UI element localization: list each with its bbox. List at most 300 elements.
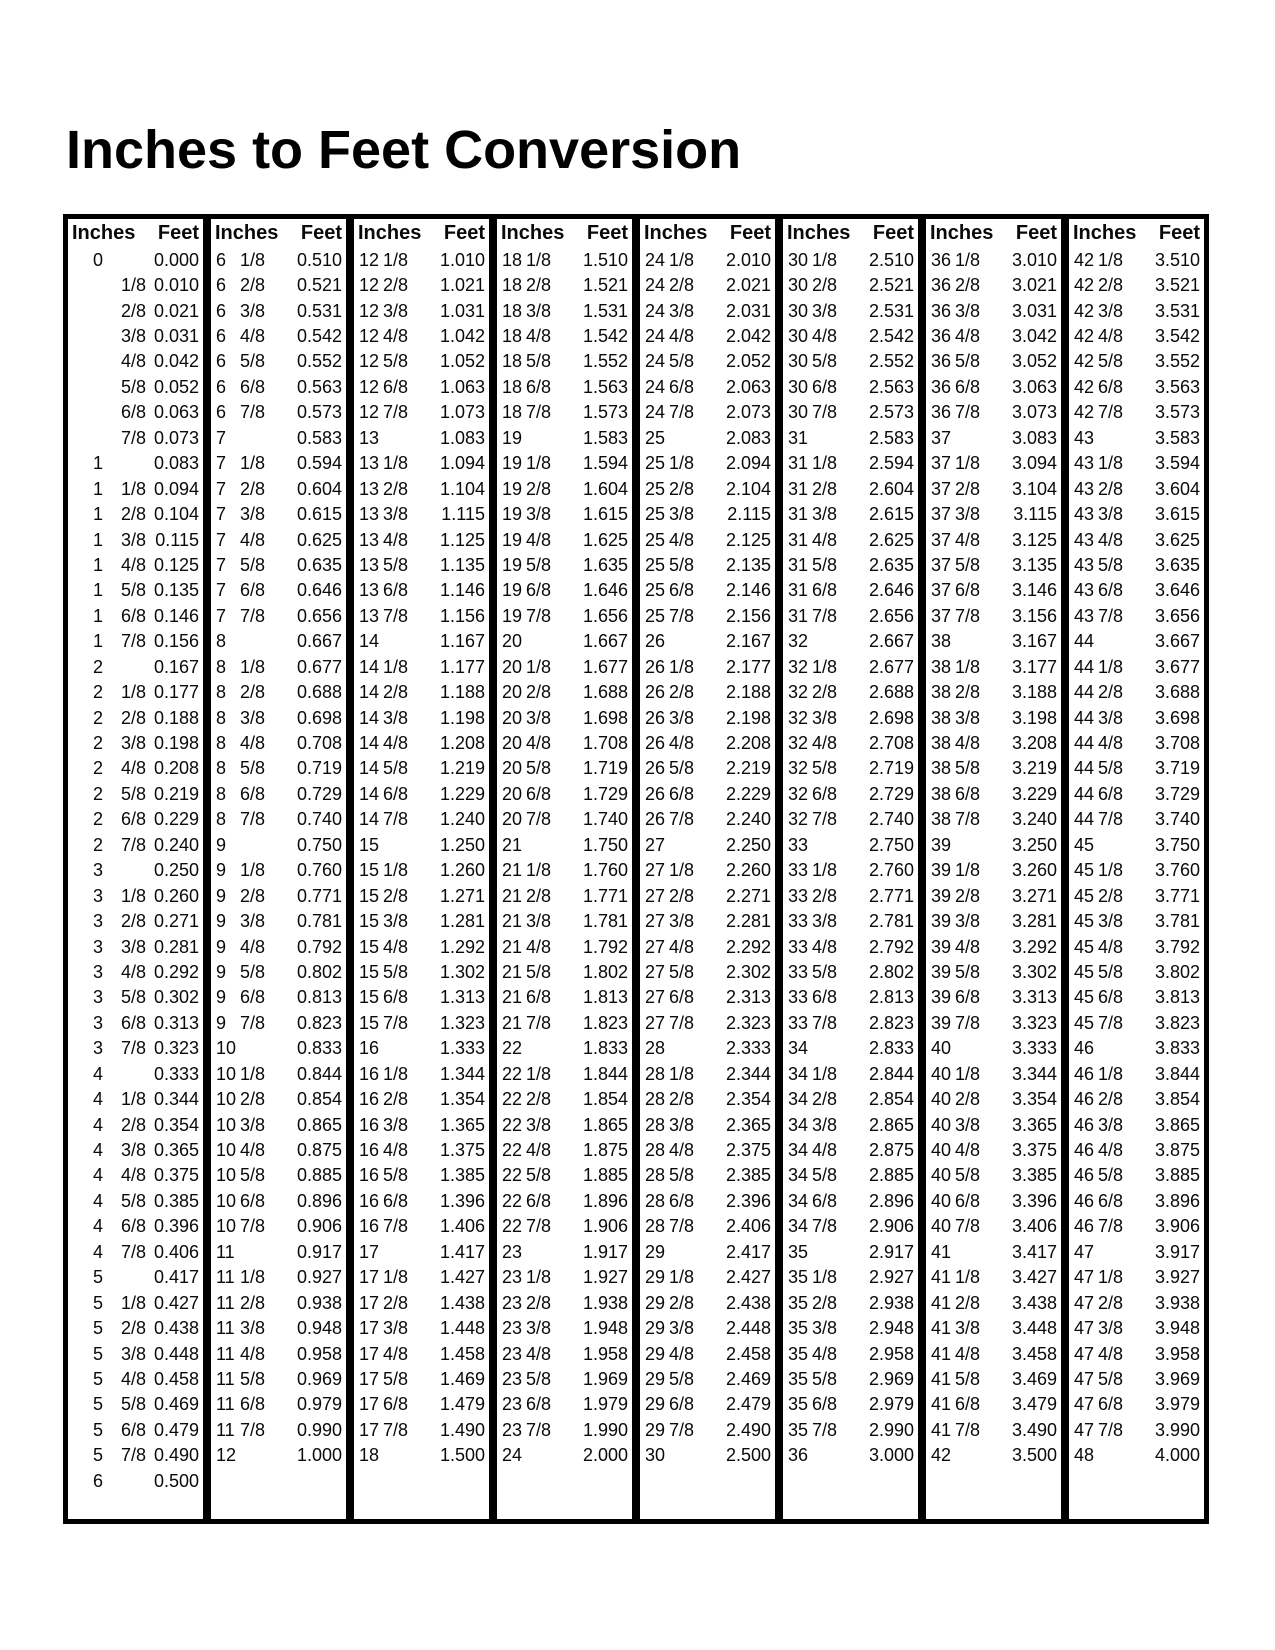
table-row [68, 807, 203, 832]
inches-fraction: 6/8 [669, 1394, 695, 1415]
feet-value: 1.969 [582, 1368, 628, 1389]
inches-integer: 9 [216, 911, 227, 932]
feet-value: 0.698 [296, 707, 342, 728]
table-row [783, 908, 918, 933]
table-row [783, 1086, 918, 1111]
feet-value: 3.719 [1154, 758, 1200, 779]
inches-fraction: 2/8 [1098, 1292, 1124, 1313]
inches-integer: 35 [788, 1394, 809, 1415]
table-row [640, 781, 775, 806]
feet-value: 3.458 [1011, 1343, 1057, 1364]
feet-value: 2.260 [725, 860, 771, 881]
inches-integer: 26 [645, 733, 666, 754]
inches-integer: 41 [931, 1318, 952, 1339]
feet-value: 2.115 [727, 504, 771, 525]
table-row [926, 908, 1061, 933]
table-row [1069, 603, 1204, 628]
inches-integer: 33 [788, 911, 809, 932]
table-row [640, 603, 775, 628]
feet-value: 2.417 [725, 1241, 771, 1262]
inches-integer: 7 [216, 529, 227, 550]
inches-fraction: 1/8 [1098, 860, 1124, 881]
feet-value: 0.313 [153, 1012, 199, 1033]
feet-value: 1.688 [582, 682, 628, 703]
feet-value: 2.198 [725, 707, 771, 728]
feet-value: 1.667 [582, 631, 628, 652]
inches-fraction: 1/8 [240, 1267, 266, 1288]
inches-fraction: 3/8 [240, 300, 266, 321]
inches-integer: 26 [645, 682, 666, 703]
inches-integer: 6 [216, 249, 227, 270]
inches-fraction: 3/8 [383, 504, 409, 525]
inches-integer: 5 [93, 1292, 104, 1313]
table-row [211, 858, 346, 883]
inches-fraction: 1/8 [526, 1063, 552, 1084]
feet-value: 1.625 [582, 529, 628, 550]
inches-integer: 6 [216, 326, 227, 347]
feet-value: 1.083 [439, 427, 485, 448]
inches-integer: 45 [1074, 885, 1095, 906]
feet-value: 1.292 [439, 936, 485, 957]
table-row [354, 934, 489, 959]
inches-integer: 18 [502, 402, 523, 423]
inches-integer: 7 [216, 427, 227, 448]
table-row [354, 985, 489, 1010]
inches-fraction: 2/8 [121, 300, 147, 321]
inches-fraction: 7/8 [383, 1012, 409, 1033]
inches-fraction: 1/8 [121, 1292, 147, 1313]
inches-integer: 41 [931, 1241, 952, 1262]
feet-value: 1.615 [582, 504, 628, 525]
inches-integer: 16 [359, 1063, 380, 1084]
table-row [68, 832, 203, 857]
table-row [497, 959, 632, 984]
table-row [497, 349, 632, 374]
table-row [1069, 272, 1204, 297]
feet-value: 2.792 [868, 936, 914, 957]
table-row [354, 756, 489, 781]
table-row [926, 756, 1061, 781]
inches-integer: 12 [216, 1445, 237, 1466]
table-row [1069, 349, 1204, 374]
inches-integer: 25 [645, 554, 666, 575]
inches-integer: 32 [788, 809, 809, 830]
inches-integer: 9 [216, 834, 227, 855]
inches-header: Inches [930, 222, 994, 244]
feet-value: 1.260 [439, 860, 485, 881]
inches-fraction: 2/8 [669, 1089, 695, 1110]
inches-integer: 20 [502, 758, 523, 779]
table-row [68, 400, 203, 425]
feet-value: 0.135 [153, 580, 199, 601]
inches-fraction: 5/8 [669, 554, 695, 575]
table-row [783, 985, 918, 1010]
inches-fraction: 1/8 [121, 1089, 147, 1110]
inches-fraction: 6/8 [526, 783, 552, 804]
feet-value: 3.698 [1154, 707, 1200, 728]
table-row [640, 527, 775, 552]
feet-value: 1.604 [582, 478, 628, 499]
table-row [783, 400, 918, 425]
inches-integer: 31 [788, 554, 809, 575]
table-row [211, 1341, 346, 1366]
table-row [211, 501, 346, 526]
feet-value: 1.719 [582, 758, 628, 779]
inches-integer: 42 [1074, 351, 1095, 372]
feet-value: 2.813 [868, 987, 914, 1008]
inches-fraction: 5/8 [383, 961, 409, 982]
inches-integer: 19 [502, 554, 523, 575]
table-row [783, 832, 918, 857]
feet-value: 0.063 [153, 402, 199, 423]
table-row [1069, 908, 1204, 933]
inches-integer: 40 [931, 1038, 952, 1059]
inches-fraction: 7/8 [955, 1012, 981, 1033]
table-row [211, 1188, 346, 1213]
inches-integer: 33 [788, 961, 809, 982]
table-row [1069, 1290, 1204, 1315]
feet-value: 0.938 [296, 1292, 342, 1313]
feet-value: 1.813 [582, 987, 628, 1008]
inches-integer: 22 [502, 1165, 523, 1186]
table-row [783, 349, 918, 374]
table-row [354, 374, 489, 399]
inches-integer: 28 [645, 1038, 666, 1059]
inches-fraction: 2/8 [526, 1292, 552, 1313]
conversion-column-group-3 [350, 215, 493, 1523]
feet-value: 1.104 [439, 478, 485, 499]
inches-fraction: 5/8 [526, 1165, 552, 1186]
feet-value: 3.760 [1154, 860, 1200, 881]
table-row [783, 1239, 918, 1264]
table-row [926, 985, 1061, 1010]
feet-value: 2.521 [868, 275, 914, 296]
inches-fraction: 3/8 [121, 1343, 147, 1364]
table-row [211, 1443, 346, 1468]
inches-fraction: 7/8 [955, 605, 981, 626]
inches-fraction: 1/8 [121, 478, 147, 499]
table-row [640, 934, 775, 959]
table-row [354, 1290, 489, 1315]
inches-fraction: 3/8 [383, 707, 409, 728]
inches-integer: 39 [931, 834, 952, 855]
inches-fraction: 1/8 [955, 1063, 981, 1084]
inches-integer: 32 [788, 631, 809, 652]
inches-fraction: 6/8 [1098, 376, 1124, 397]
table-row [783, 1265, 918, 1290]
table-row [497, 603, 632, 628]
feet-value: 1.760 [582, 860, 628, 881]
table-header-row [640, 219, 775, 247]
inches-integer: 20 [502, 682, 523, 703]
inches-integer: 34 [788, 1114, 809, 1135]
feet-value: 3.469 [1011, 1368, 1057, 1389]
feet-value: 0.948 [296, 1318, 342, 1339]
table-row [354, 1036, 489, 1061]
inches-fraction: 6/8 [121, 1216, 147, 1237]
inches-fraction: 4/8 [955, 1140, 981, 1161]
table-row [783, 1341, 918, 1366]
inches-fraction: 4/8 [383, 1140, 409, 1161]
table-row [1069, 1239, 1204, 1264]
inches-fraction: 3/8 [526, 300, 552, 321]
inches-fraction: 1/8 [669, 249, 695, 270]
table-row [211, 578, 346, 603]
feet-value: 2.958 [868, 1343, 914, 1364]
table-row [1069, 1417, 1204, 1442]
inches-integer: 15 [359, 834, 380, 855]
inches-integer: 44 [1074, 656, 1095, 677]
feet-value: 2.125 [725, 529, 771, 550]
feet-value: 0.688 [296, 682, 342, 703]
feet-value: 3.927 [1154, 1267, 1200, 1288]
table-row [497, 654, 632, 679]
inches-fraction: 6/8 [1098, 580, 1124, 601]
inches-fraction: 7/8 [121, 1445, 147, 1466]
feet-value: 0.073 [153, 427, 199, 448]
inches-integer: 24 [645, 326, 666, 347]
inches-fraction: 1/8 [812, 1063, 838, 1084]
inches-fraction: 7/8 [383, 1419, 409, 1440]
feet-value: 3.635 [1154, 554, 1200, 575]
inches-fraction: 2/8 [240, 1292, 266, 1313]
table-row [68, 1137, 203, 1162]
inches-fraction: 6/8 [526, 1190, 552, 1211]
feet-value: 2.042 [725, 326, 771, 347]
table-row [1069, 374, 1204, 399]
inches-integer: 2 [93, 682, 104, 703]
table-row [783, 603, 918, 628]
table-header-row [783, 219, 918, 247]
feet-value: 0.583 [296, 427, 342, 448]
feet-value: 3.313 [1011, 987, 1057, 1008]
inches-fraction: 1/8 [1098, 453, 1124, 474]
table-row [211, 527, 346, 552]
inches-integer: 47 [1074, 1241, 1095, 1262]
feet-value: 2.625 [868, 529, 914, 550]
feet-value: 1.219 [439, 758, 485, 779]
inches-integer: 35 [788, 1267, 809, 1288]
inches-fraction: 7/8 [669, 1419, 695, 1440]
inches-fraction: 7/8 [669, 1216, 695, 1237]
inches-fraction: 6/8 [955, 1394, 981, 1415]
feet-value: 3.542 [1154, 326, 1200, 347]
table-row [640, 1112, 775, 1137]
table-row [211, 1061, 346, 1086]
table-row [354, 959, 489, 984]
feet-value: 0.406 [153, 1241, 199, 1262]
table-row [497, 807, 632, 832]
inches-integer: 4 [93, 1190, 104, 1211]
feet-value: 3.833 [1154, 1038, 1200, 1059]
feet-value: 2.333 [725, 1038, 771, 1059]
inches-fraction: 5/8 [812, 1165, 838, 1186]
table-row [783, 476, 918, 501]
inches-fraction: 3/8 [383, 1318, 409, 1339]
feet-value: 1.281 [439, 911, 485, 932]
feet-value: 0.656 [296, 605, 342, 626]
feet-value: 3.094 [1011, 453, 1057, 474]
inches-integer: 30 [788, 275, 809, 296]
feet-value: 0.458 [153, 1368, 199, 1389]
inches-fraction: 7/8 [121, 427, 147, 448]
inches-fraction: 2/8 [121, 707, 147, 728]
feet-value: 0.000 [153, 249, 199, 270]
inches-integer: 39 [931, 987, 952, 1008]
table-row [640, 1417, 775, 1442]
inches-integer: 22 [502, 1140, 523, 1161]
inches-integer: 11 [216, 1292, 235, 1313]
feet-value: 0.469 [153, 1394, 199, 1415]
feet-value: 2.896 [868, 1190, 914, 1211]
table-row [783, 705, 918, 730]
inches-fraction: 3/8 [121, 326, 147, 347]
feet-value: 3.646 [1154, 580, 1200, 601]
feet-value: 1.250 [439, 834, 485, 855]
table-row [68, 1468, 203, 1493]
conversion-column-group-7 [922, 215, 1065, 1523]
inches-fraction: 5/8 [121, 1394, 147, 1415]
inches-fraction: 3/8 [121, 733, 147, 754]
table-row [783, 730, 918, 755]
inches-integer: 37 [931, 554, 952, 575]
feet-value: 0.979 [296, 1394, 342, 1415]
feet-value: 1.490 [439, 1419, 485, 1440]
table-row [354, 1341, 489, 1366]
feet-value: 0.333 [153, 1063, 199, 1084]
table-header-row [68, 219, 203, 247]
feet-value: 0.677 [296, 656, 342, 677]
inches-fraction: 5/8 [812, 961, 838, 982]
inches-fraction: 5/8 [955, 554, 981, 575]
feet-value: 1.177 [439, 656, 485, 677]
table-row [211, 1366, 346, 1391]
inches-fraction: 7/8 [240, 1012, 266, 1033]
inches-fraction: 5/8 [812, 351, 838, 372]
inches-fraction: 4/8 [526, 1343, 552, 1364]
table-row [926, 730, 1061, 755]
inches-fraction: 1/8 [1098, 1267, 1124, 1288]
inches-integer: 21 [502, 860, 523, 881]
inches-integer: 24 [645, 300, 666, 321]
feet-value: 3.906 [1154, 1216, 1200, 1237]
table-row [354, 858, 489, 883]
feet-value: 3.771 [1154, 885, 1200, 906]
table-row [497, 1443, 632, 1468]
inches-fraction: 3/8 [812, 504, 838, 525]
feet-value: 1.021 [439, 275, 485, 296]
inches-integer: 14 [359, 682, 380, 703]
table-row [640, 1443, 775, 1468]
table-row [497, 476, 632, 501]
inches-fraction: 7/8 [812, 1012, 838, 1033]
conversion-column-group-2 [207, 215, 350, 1523]
feet-value: 0.417 [153, 1267, 199, 1288]
table-row [68, 1366, 203, 1391]
inches-integer: 2 [93, 758, 104, 779]
table-row [640, 654, 775, 679]
inches-integer: 4 [93, 1216, 104, 1237]
inches-fraction: 7/8 [240, 605, 266, 626]
inches-fraction: 7/8 [526, 1012, 552, 1033]
feet-value: 1.698 [582, 707, 628, 728]
feet-value: 2.531 [868, 300, 914, 321]
table-row [1069, 883, 1204, 908]
feet-value: 2.313 [725, 987, 771, 1008]
table-row [68, 705, 203, 730]
inches-integer: 16 [359, 1165, 380, 1186]
feet-value: 2.635 [868, 554, 914, 575]
inches-fraction: 2/8 [812, 885, 838, 906]
inches-fraction: 5/8 [955, 758, 981, 779]
feet-value: 1.271 [439, 885, 485, 906]
inches-fraction: 2/8 [240, 885, 266, 906]
table-row [926, 349, 1061, 374]
table-row [926, 1061, 1061, 1086]
table-row [211, 1086, 346, 1111]
table-row [640, 1392, 775, 1417]
inches-fraction: 5/8 [383, 1165, 409, 1186]
inches-integer: 18 [502, 351, 523, 372]
inches-integer: 29 [645, 1368, 666, 1389]
table-row [783, 1417, 918, 1442]
table-row [497, 1265, 632, 1290]
inches-integer: 35 [788, 1241, 809, 1262]
feet-value: 1.750 [582, 834, 628, 855]
feet-value: 1.740 [582, 809, 628, 830]
table-row [354, 1214, 489, 1239]
feet-value: 3.479 [1011, 1394, 1057, 1415]
table-row [640, 807, 775, 832]
inches-integer: 1 [93, 580, 104, 601]
table-row [68, 552, 203, 577]
feet-value: 0.531 [296, 300, 342, 321]
feet-value: 2.281 [725, 911, 771, 932]
feet-value: 1.094 [439, 453, 485, 474]
inches-fraction: 7/8 [526, 402, 552, 423]
inches-integer: 46 [1074, 1216, 1095, 1237]
table-row [926, 1163, 1061, 1188]
inches-integer: 27 [645, 834, 666, 855]
inches-integer: 5 [93, 1343, 104, 1364]
inches-fraction: 2/8 [383, 1089, 409, 1110]
feet-value: 1.198 [439, 707, 485, 728]
table-row [211, 298, 346, 323]
table-row [497, 374, 632, 399]
inches-fraction: 5/8 [1098, 554, 1124, 575]
table-row [926, 578, 1061, 603]
inches-integer: 41 [931, 1343, 952, 1364]
inches-integer: 29 [645, 1318, 666, 1339]
inches-fraction: 6/8 [240, 1394, 266, 1415]
feet-value: 1.865 [582, 1114, 628, 1135]
inches-fraction: 2/8 [121, 504, 147, 525]
inches-integer: 16 [359, 1089, 380, 1110]
table-row [926, 298, 1061, 323]
table-row [211, 908, 346, 933]
feet-value: 0.802 [296, 961, 342, 982]
inches-integer: 21 [502, 987, 523, 1008]
feet-value: 0.865 [296, 1114, 342, 1135]
inches-fraction: 7/8 [240, 1419, 266, 1440]
table-row [926, 1239, 1061, 1264]
feet-value: 1.563 [582, 376, 628, 397]
feet-header: Feet [586, 222, 628, 244]
table-row [783, 501, 918, 526]
table-row [211, 476, 346, 501]
table-row [1069, 552, 1204, 577]
table-row [497, 858, 632, 883]
